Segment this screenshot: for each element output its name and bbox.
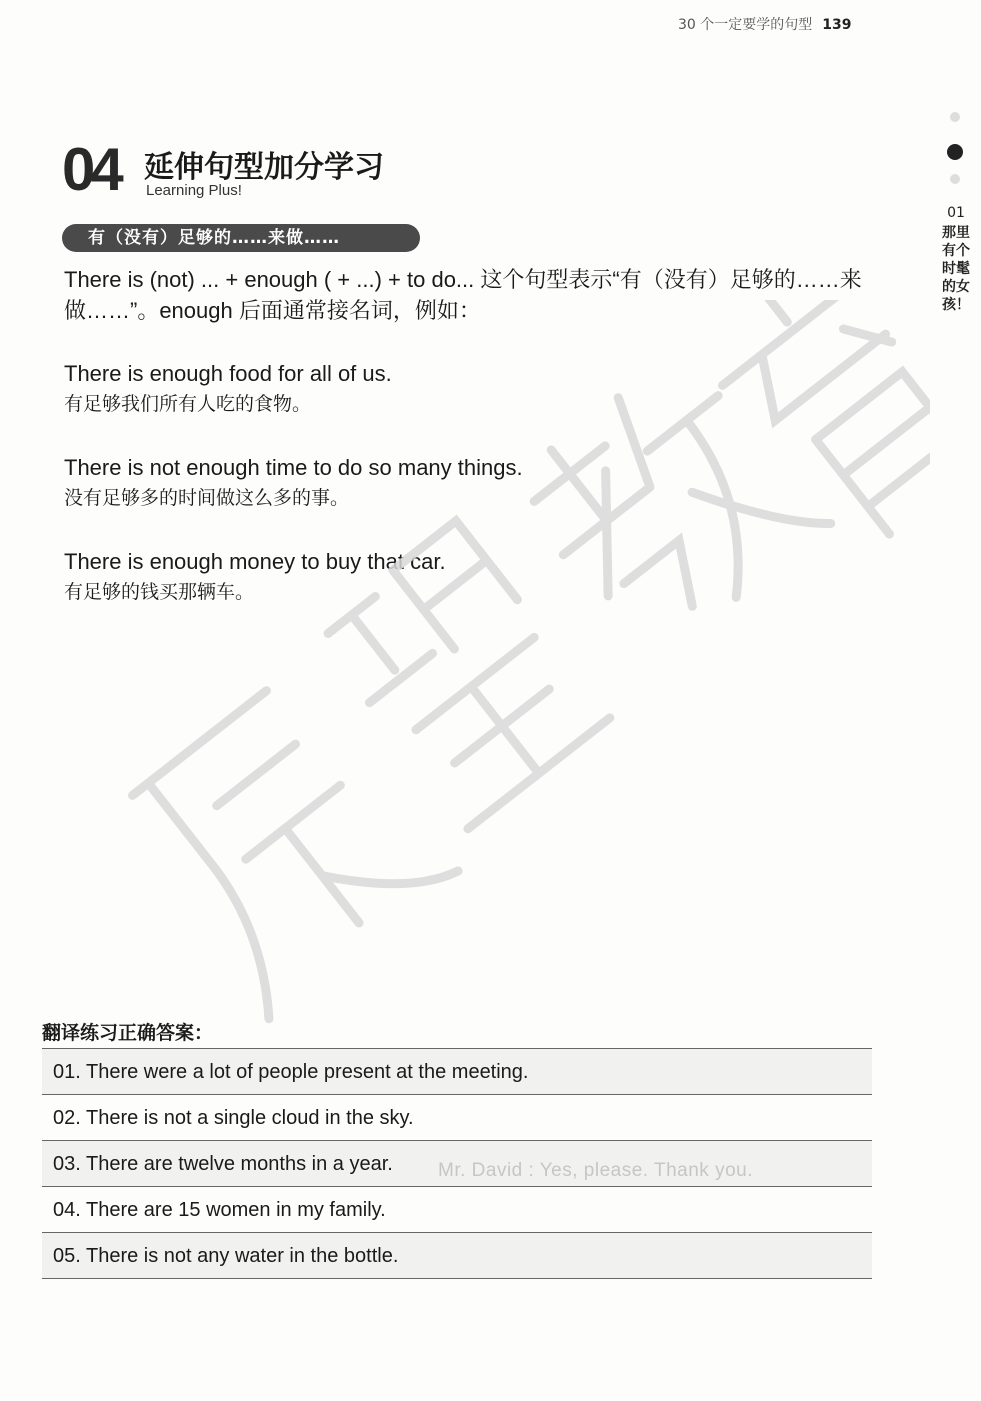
example-sentence [64, 453, 844, 513]
current-chapter-dot-icon [947, 144, 963, 160]
example-english: There is not enough time to do so many things. [64, 455, 523, 480]
example-sentence [64, 547, 844, 607]
example-chinese: 没有足够多的时间做这么多的事。 [64, 487, 350, 509]
example-chinese: 有足够我们所有人吃的食物。 [64, 393, 312, 415]
section-subtitle: Learning Plus! [146, 182, 242, 199]
running-header [678, 14, 878, 34]
running-title: 30 个一定要学的句型 [678, 17, 813, 33]
answer-row: 05. There is not any water in the bottle. [42, 1233, 872, 1279]
example-english: There is enough food for all of us. [64, 361, 392, 386]
answer-row: 02. There is not a single cloud in the sky. [42, 1095, 872, 1141]
answer-row: 01. There were a lot of people present at the meeting. [42, 1049, 872, 1095]
chapter-number: 01 [947, 205, 965, 221]
bleed-through-text: Mr. David : Yes, please. Thank you. [438, 1160, 753, 1181]
pattern-label: 有（没有）足够的……来做…… [62, 224, 420, 252]
example-chinese: 有足够的钱买那辆车。 [64, 581, 255, 603]
tab-dot-icon [950, 112, 960, 122]
tab-dot-icon [950, 174, 960, 184]
answers-heading: 翻译练习正确答案： [42, 1022, 214, 1044]
page-number: 139 [822, 17, 852, 33]
example-sentence [64, 359, 844, 419]
section-title: 延伸句型加分学习 [144, 150, 384, 185]
pattern-explanation: There is (not) ... + enough ( + ...) + to do... 这个句型表示“有（没有）足够的……来做……”。enough 后面通常接名词，例如： [64, 267, 862, 323]
answer-row: 04. There are 15 women in my family. [42, 1187, 872, 1233]
chapter-title: 那里有个时髦的女孩！ [942, 225, 970, 313]
chapter-tab-text [936, 204, 976, 314]
section-number: 04 [62, 136, 119, 203]
answer-row: 03. There are twelve months in a year. [42, 1141, 872, 1187]
example-english: There is enough money to buy that car. [64, 549, 446, 574]
